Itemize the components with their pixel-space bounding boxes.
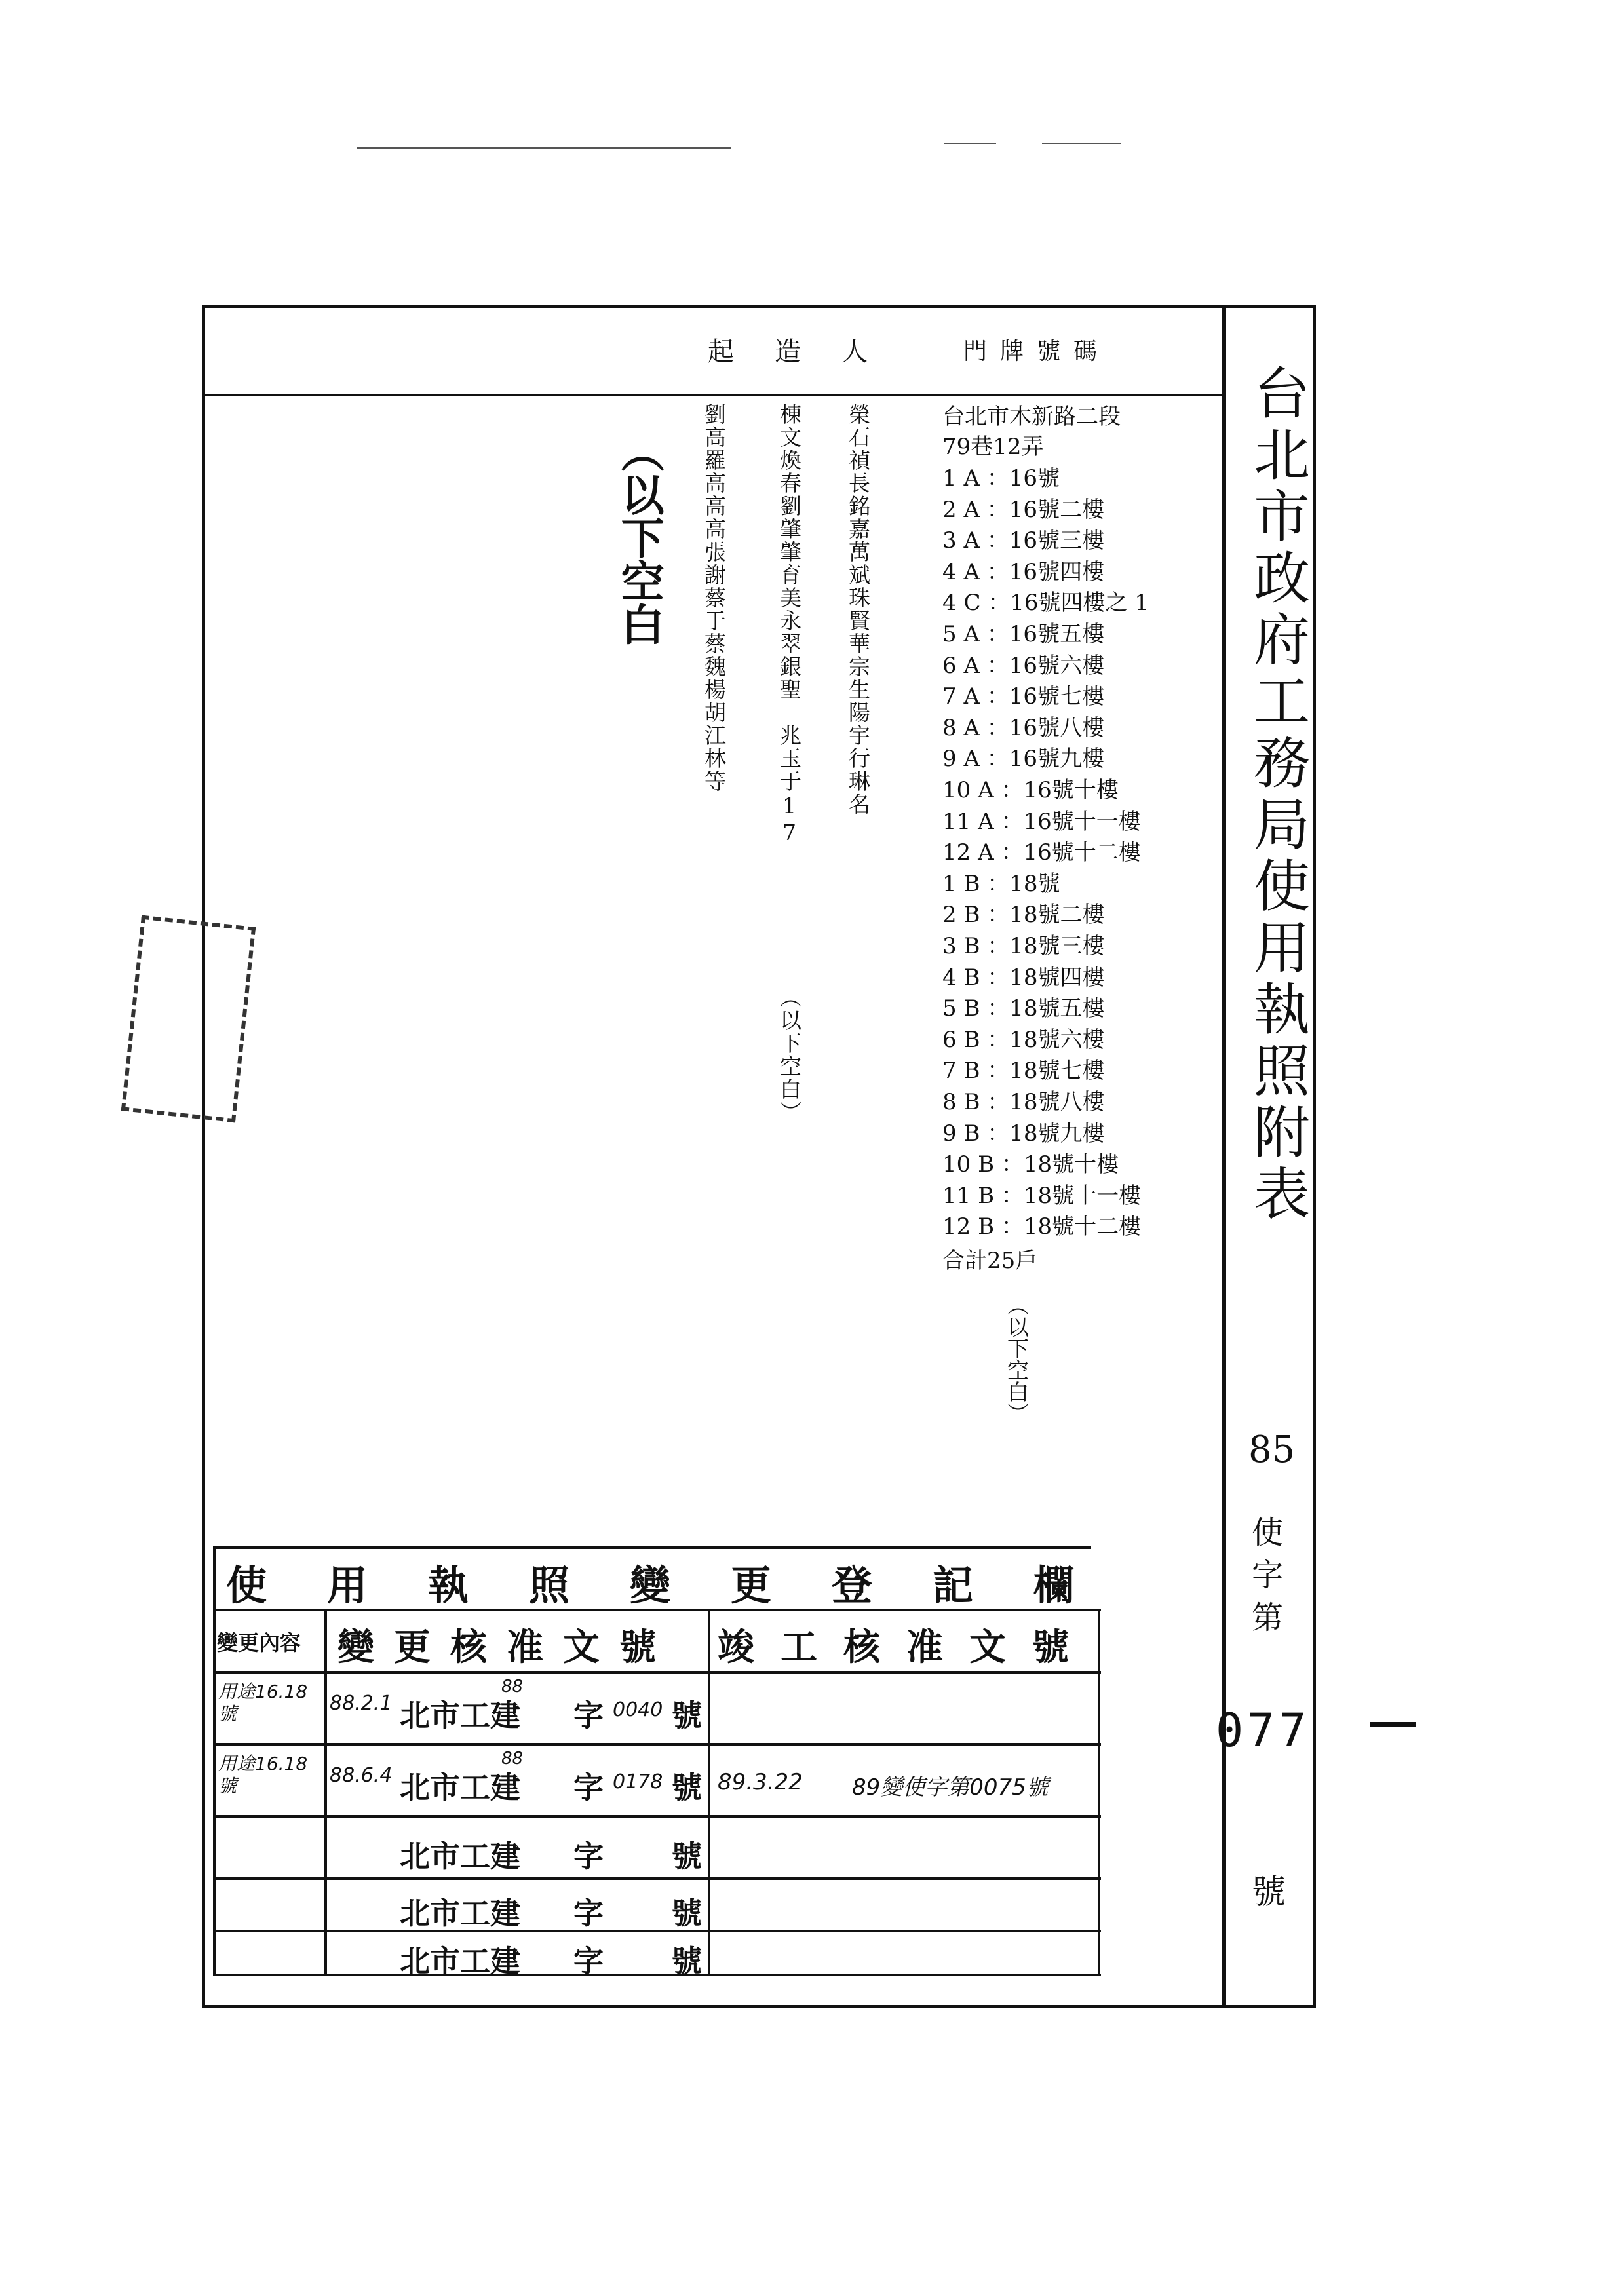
address-end-note: （以下空白） xyxy=(1004,1294,1030,1424)
address-row: 5 A ：16號五樓 xyxy=(942,621,1105,647)
address-row: 8 B ：18號八樓 xyxy=(942,1089,1105,1115)
permit-number: 077 xyxy=(1216,1704,1311,1757)
scan-artifact-line xyxy=(1042,143,1121,144)
address-row: 7 B ：18號七樓 xyxy=(942,1058,1105,1084)
address-row: 4 C ：16號四樓之 1 xyxy=(942,590,1149,617)
address-row: 12 B ：18號十二樓 xyxy=(942,1214,1142,1240)
address-row: 11 B ：18號十一樓 xyxy=(942,1182,1142,1209)
approval-doc-prefix: 北市工建 xyxy=(400,1896,520,1931)
approval-doc-prefix: 北市工建 xyxy=(400,1770,520,1805)
scan-artifact-line xyxy=(944,143,996,144)
approval-doc-suffix: 號 xyxy=(672,1770,702,1805)
approval-date: 88.6.4 xyxy=(330,1764,393,1787)
approval-doc-char: 字 xyxy=(573,1770,604,1805)
address-row: 2 A ：16號二樓 xyxy=(942,496,1105,523)
completion-doc: 89變使字第0075號 xyxy=(852,1774,1049,1801)
approval-date: 88.2.1 xyxy=(330,1692,393,1715)
address-row: 12 A ：16號十二樓 xyxy=(942,839,1141,866)
address-lane: 79巷12弄 xyxy=(942,434,1044,460)
approval-doc-number: 0178 xyxy=(613,1770,663,1793)
address-street: 台北市木新路二段 xyxy=(942,404,1121,430)
builder-end-note: （以下空白 xyxy=(613,429,665,645)
address-row: 1 A ：16號 xyxy=(942,465,1060,491)
builder-column-2-end-note: （以下空白） xyxy=(777,986,802,1124)
address-row: 6 A ：16號六樓 xyxy=(942,652,1105,679)
permit-char-use: 使 xyxy=(1252,1514,1284,1551)
permit-char-zi: 字 xyxy=(1252,1557,1284,1594)
approval-doc-year: 88 xyxy=(501,1749,524,1769)
document-title: 台北市政府工務局使用執照附表 xyxy=(1244,364,1309,1226)
scan-artifact-line xyxy=(357,147,731,149)
approval-doc-number: 0040 xyxy=(613,1698,663,1721)
address-total: 合計25戶 xyxy=(942,1248,1038,1274)
header-divider xyxy=(202,394,1224,396)
address-row: 1 B ：18號 xyxy=(942,870,1060,897)
margin-dash-mark xyxy=(1370,1722,1416,1727)
approval-doc-prefix: 北市工建 xyxy=(400,1698,520,1733)
address-row: 3 A ：16號三樓 xyxy=(942,527,1105,554)
col-approval-doc: 變更核准文號 xyxy=(338,1626,676,1669)
builder-header: 起造人 xyxy=(708,337,908,367)
address-row: 7 A ：16號七樓 xyxy=(942,683,1105,710)
change-record-title: 使用執照變更登記欄 xyxy=(226,1561,1135,1609)
builder-column-3: 劉高羅高高高張謝蔡于蔡魏楊胡江林等 xyxy=(701,403,727,793)
approval-doc-char: 字 xyxy=(573,1698,604,1733)
address-row: 6 B ：18號六樓 xyxy=(942,1026,1105,1053)
approval-doc-prefix: 北市工建 xyxy=(400,1943,520,1979)
approval-doc-suffix: 號 xyxy=(672,1839,702,1874)
col-change-content: 變更內容 xyxy=(217,1630,301,1655)
address-row: 2 B ：18號二樓 xyxy=(942,902,1105,928)
change-content-cell: 用途16.18號 xyxy=(218,1753,308,1797)
address-row: 10 A ：16號十樓 xyxy=(942,777,1119,803)
address-row: 8 A ：16號八樓 xyxy=(942,714,1105,741)
approval-doc-suffix: 號 xyxy=(672,1698,702,1733)
approval-doc-char: 字 xyxy=(573,1896,604,1931)
permit-year: 85 xyxy=(1248,1428,1296,1471)
address-row: 4 B ：18號四樓 xyxy=(942,964,1105,991)
address-row: 3 B ：18號三樓 xyxy=(942,933,1105,959)
change-record-table xyxy=(213,1546,1135,1979)
completion-date: 89.3.22 xyxy=(718,1769,803,1795)
builder-column-1: 榮石禎長銘嘉萬斌珠賢華宗生陽宇行琳名 xyxy=(845,403,871,816)
approval-doc-year: 88 xyxy=(501,1677,524,1696)
address-row: 11 A ：16號十一樓 xyxy=(942,808,1141,835)
approval-doc-char: 字 xyxy=(573,1839,604,1874)
approval-doc-suffix: 號 xyxy=(672,1896,702,1931)
official-seal-stamp xyxy=(121,915,256,1123)
address-row: 9 A ：16號九樓 xyxy=(942,746,1105,773)
address-header: 門牌號碼 xyxy=(963,338,1111,365)
approval-doc-suffix: 號 xyxy=(672,1943,702,1979)
address-row: 9 B ：18號九樓 xyxy=(942,1120,1105,1147)
permit-suffix: 號 xyxy=(1252,1873,1286,1912)
address-row: 5 B ：18號五樓 xyxy=(942,995,1105,1022)
builder-column-2: 棟文煥春劉肇肇育美永翠銀聖 兆玉于17 xyxy=(777,403,802,847)
approval-doc-prefix: 北市工建 xyxy=(400,1839,520,1874)
change-content-cell: 用途16.18號 xyxy=(218,1681,308,1725)
approval-doc-char: 字 xyxy=(573,1943,604,1979)
address-row: 10 B ：18號十樓 xyxy=(942,1151,1119,1178)
permit-char-di: 第 xyxy=(1252,1599,1284,1636)
address-row: 4 A ：16號四樓 xyxy=(942,558,1105,585)
col-completion-doc: 竣工核准文號 xyxy=(718,1626,1095,1669)
